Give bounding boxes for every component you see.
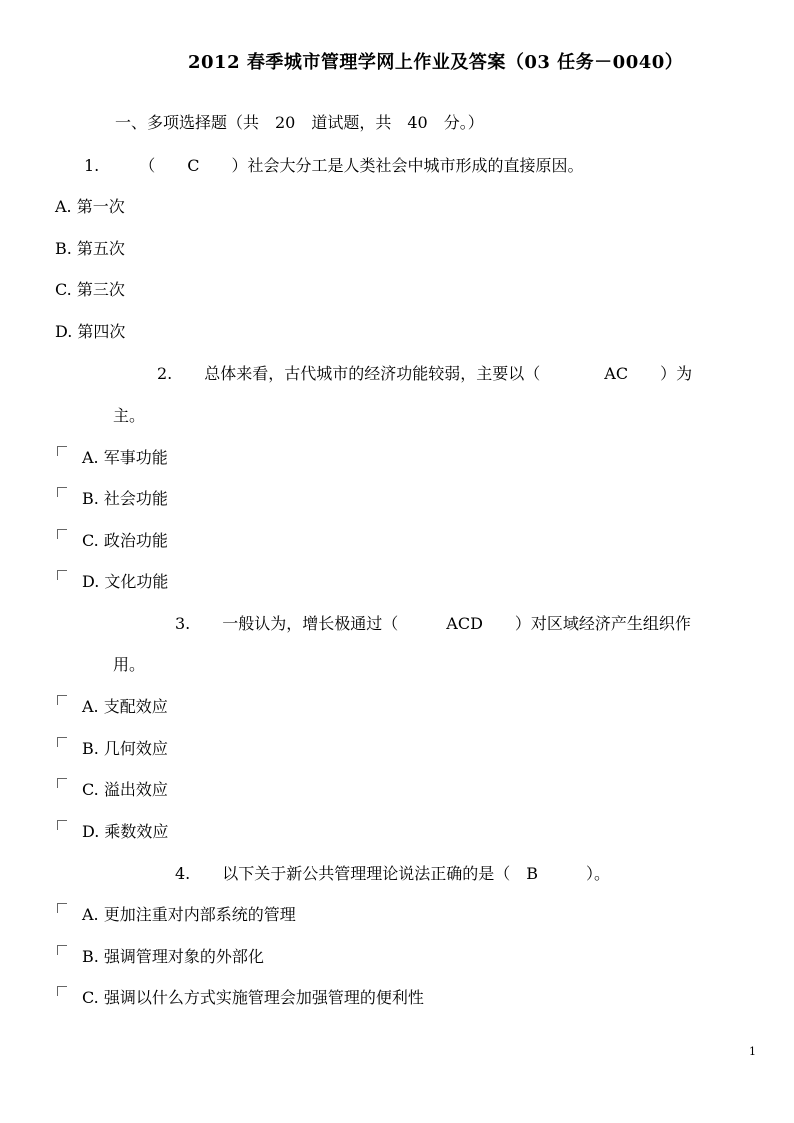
question-3-option-a-checkbox[interactable] <box>57 695 67 705</box>
page-number: 1 <box>749 1045 756 1058</box>
question-2-option-c: C. 政治功能 <box>82 531 168 550</box>
question-4-option-c-checkbox[interactable] <box>57 986 67 996</box>
question-1-option-d: D. 第四次 <box>55 322 126 341</box>
question-2-option-d: D. 文化功能 <box>82 572 169 591</box>
document-title: 2012 春季城市管理学网上作业及答案（03 任务－0040） <box>188 52 684 73</box>
question-2-stem-continued: 主。 <box>113 406 146 425</box>
question-2-option-b-checkbox[interactable] <box>57 487 67 497</box>
question-3-option-d-checkbox[interactable] <box>57 820 67 830</box>
question-4-option-a: A. 更加注重对内部系统的管理 <box>82 905 296 924</box>
question-4-option-b-checkbox[interactable] <box>57 945 67 955</box>
question-2-option-d-checkbox[interactable] <box>57 570 67 580</box>
question-3-stem: 3. 一般认为，增长极通过（ ACD ）对区域经济产生组织作 <box>175 614 691 633</box>
question-2-option-c-checkbox[interactable] <box>57 529 67 539</box>
question-1-option-a: A. 第一次 <box>55 197 125 216</box>
question-2-option-b: B. 社会功能 <box>82 489 168 508</box>
question-4-option-c: C. 强调以什么方式实施管理会加强管理的便利性 <box>82 988 424 1007</box>
question-3-option-c-checkbox[interactable] <box>57 778 67 788</box>
question-3-option-d: D. 乘数效应 <box>82 822 169 841</box>
question-4-option-a-checkbox[interactable] <box>57 903 67 913</box>
question-2-stem: 2. 总体来看，古代城市的经济功能较弱，主要以（ AC ）为 <box>157 364 693 383</box>
question-4-option-b: B. 强调管理对象的外部化 <box>82 947 264 966</box>
question-2-option-a-checkbox[interactable] <box>57 446 67 456</box>
question-3-option-b: B. 几何效应 <box>82 739 168 758</box>
question-3-stem-continued: 用。 <box>113 655 146 674</box>
question-4-stem: 4. 以下关于新公共管理理论说法正确的是（ B ）。 <box>175 864 611 883</box>
question-1-stem: 1. （ C ）社会大分工是人类社会中城市形成的直接原因。 <box>84 156 584 175</box>
question-3-option-c: C. 溢出效应 <box>82 780 168 799</box>
question-1-option-c: C. 第三次 <box>55 280 125 299</box>
section-header: 一、多项选择题（共 20 道试题，共 40 分。） <box>115 113 484 132</box>
question-3-option-a: A. 支配效应 <box>82 697 168 716</box>
question-2-option-a: A. 军事功能 <box>82 448 168 467</box>
question-3-option-b-checkbox[interactable] <box>57 737 67 747</box>
question-1-option-b: B. 第五次 <box>55 239 125 258</box>
